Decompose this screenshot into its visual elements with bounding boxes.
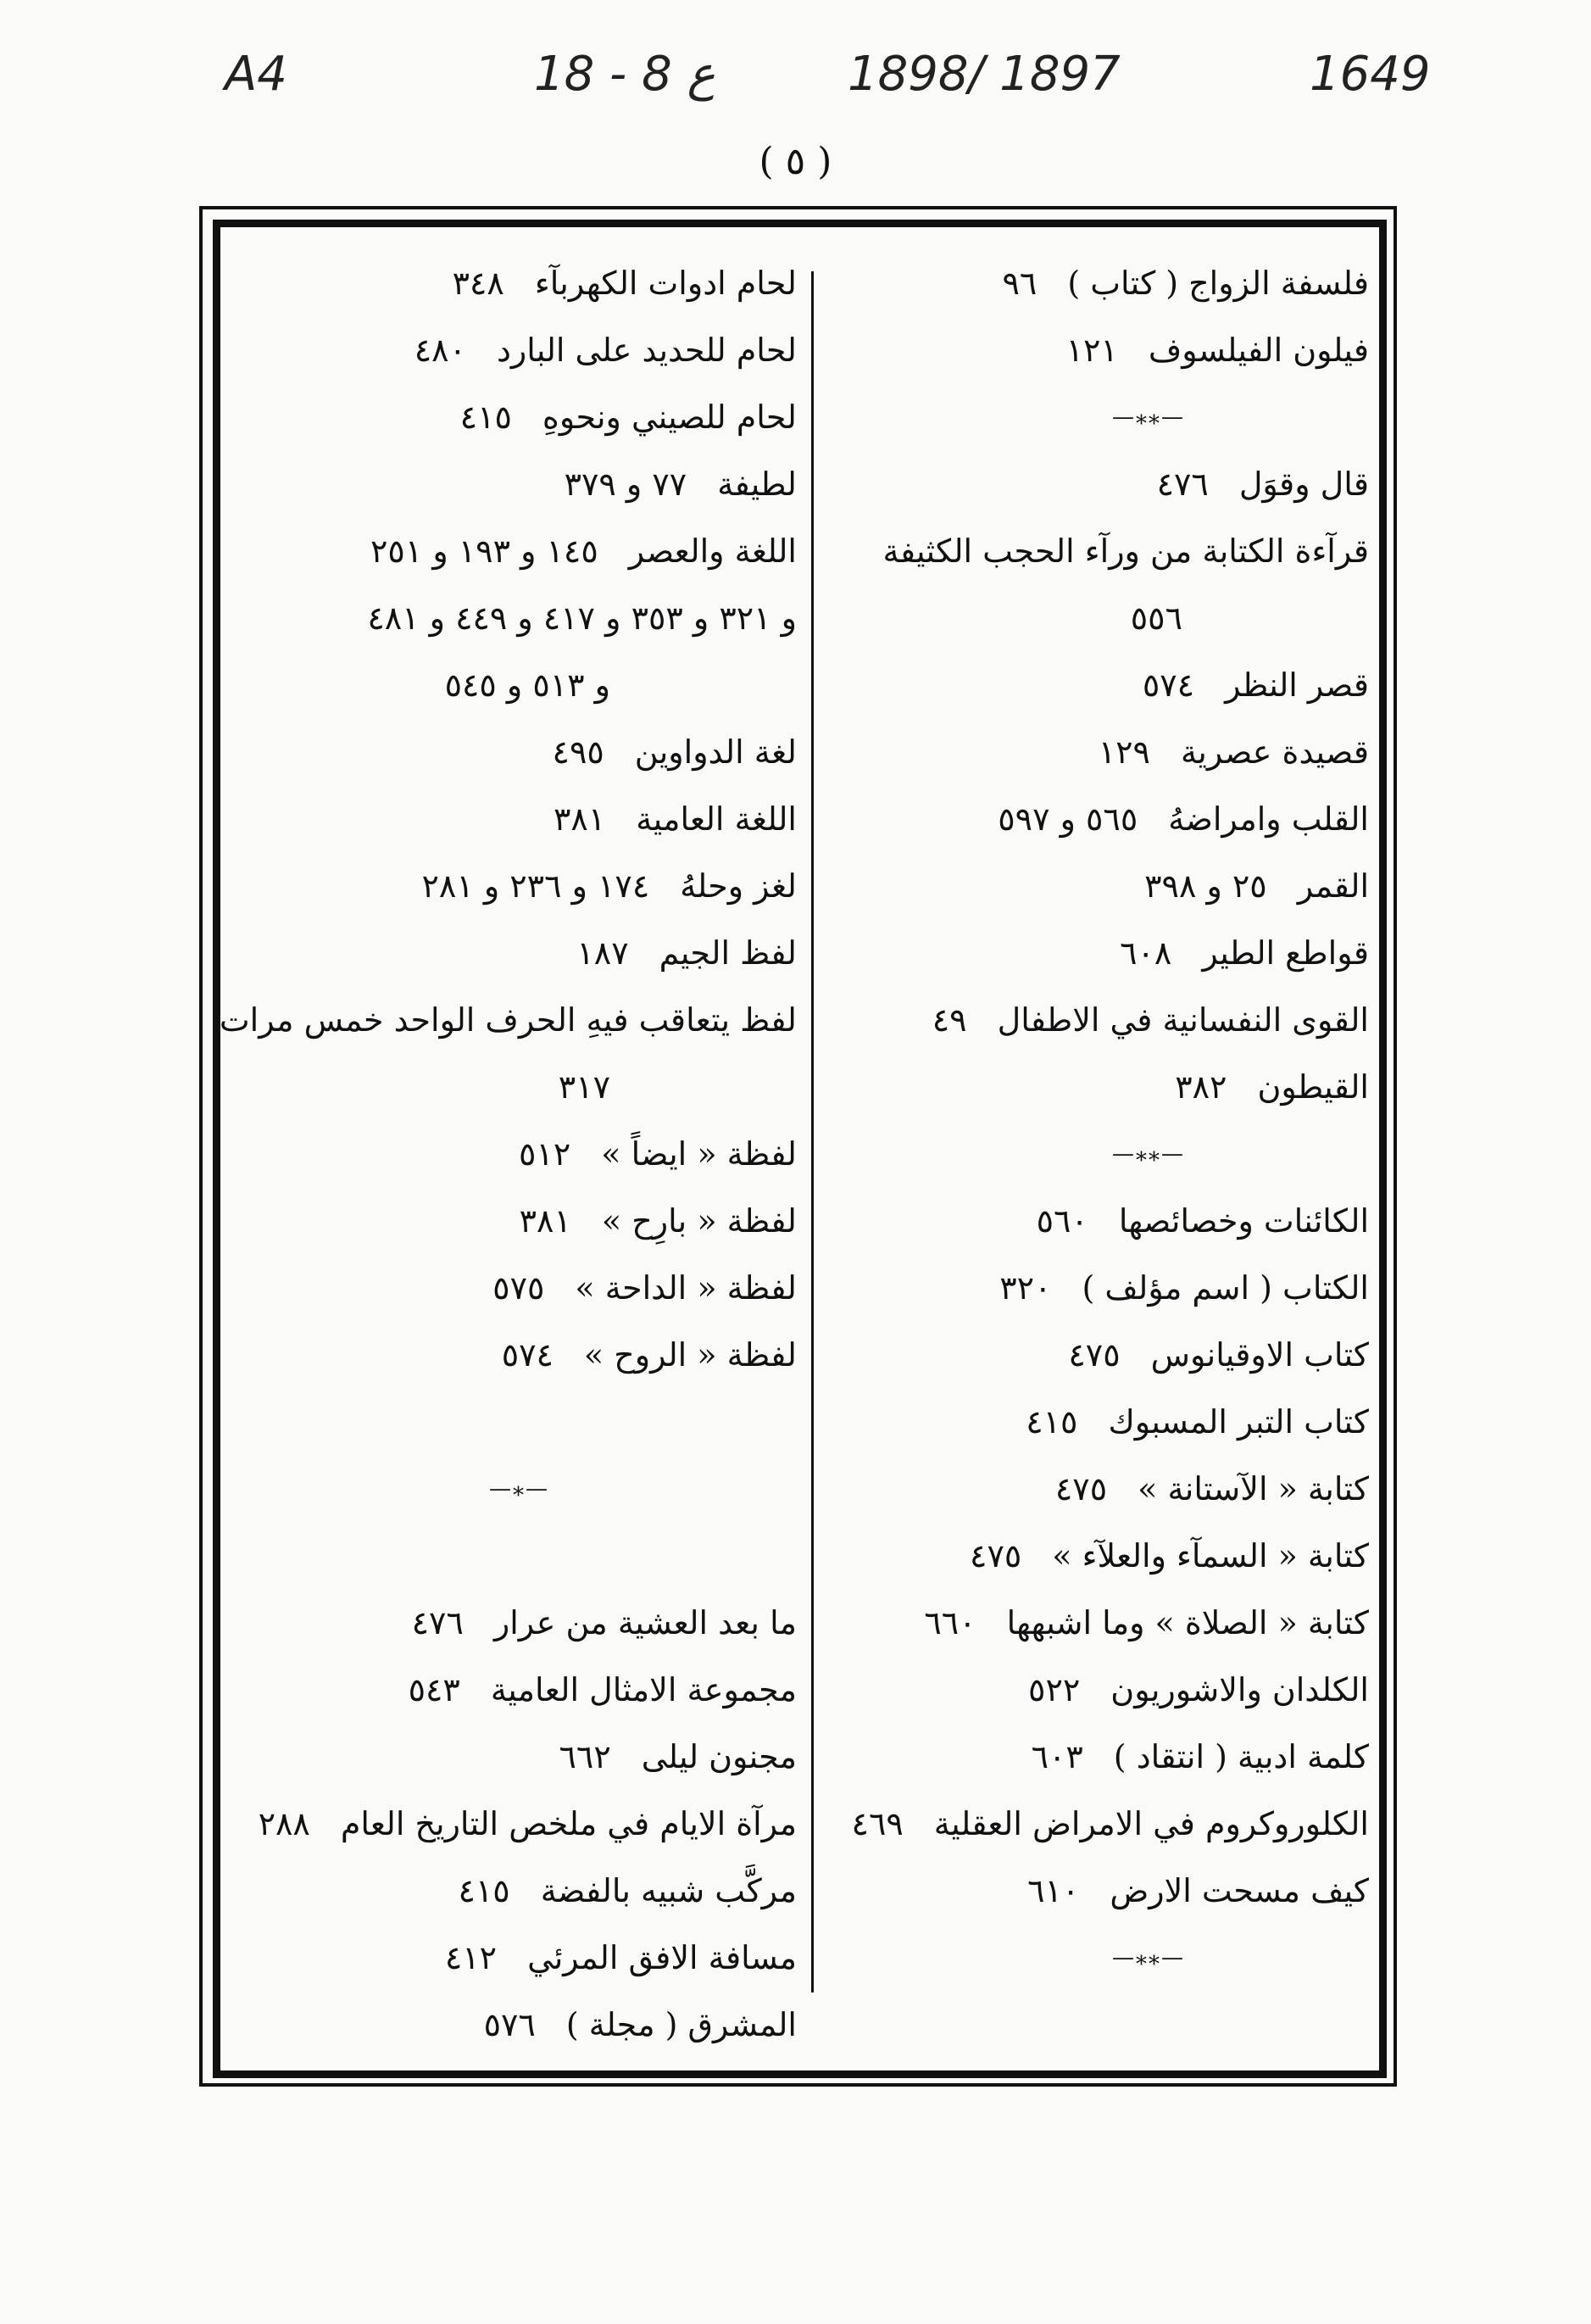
entry-title: الكتاب ( اسم مؤلف ) (1082, 1269, 1369, 1307)
entry-page-numbers: ١٤٥ و ١٩٣ و ٢٥١ (370, 532, 598, 570)
entry-title: لفظ يتعاقب فيهِ الحرف الواحد خمس مرات (219, 1001, 797, 1039)
section-separator: —⁎⁎— (1112, 1945, 1185, 1970)
entry-title: القمر (1297, 867, 1369, 905)
entry-title: مرآة الايام في ملخص التاريخ العام (340, 1805, 797, 1842)
entry-page-numbers: ١٧٤ و ٢٣٦ و ٢٨١ (421, 867, 650, 905)
section-separator: —⁎⁎— (1112, 404, 1185, 430)
entry-page-numbers: ٢٨٨ (258, 1805, 310, 1842)
index-entry (826, 250, 1369, 317)
entry-title: مجنون ليلى (641, 1738, 797, 1775)
entry-page-numbers: ٣٢٠ (999, 1269, 1052, 1307)
entry-page-numbers: ٣٨١ (554, 800, 606, 838)
spacer (242, 1523, 797, 1590)
index-entry-continuation: و ٣٢١ و ٣٥٣ و ٤١٧ و ٤٤٩ و ٤٨١ (367, 599, 797, 637)
entry-page-numbers: ٤٩ (932, 1001, 967, 1039)
entry-page-numbers: ٥٧٤ (501, 1336, 554, 1374)
entry-title: لفظة « الداحة » (575, 1269, 797, 1307)
spacer (242, 1389, 797, 1456)
entry-page-numbers: ٤١٥ (458, 1872, 510, 1909)
index-entry (242, 1925, 797, 1992)
entry-page-numbers: ٤٨٠ (414, 332, 466, 369)
index-entry (826, 1791, 1369, 1858)
index-entry (242, 317, 797, 384)
entry-title: القيطون (1257, 1068, 1369, 1106)
index-entry-continuation: و ٥١٣ و ٥٤٥ (444, 666, 610, 704)
entry-page-numbers: ٦٦٢ (559, 1738, 611, 1775)
section-separator: —⁎⁎— (1112, 1141, 1185, 1167)
index-entry (242, 1322, 797, 1389)
entry-title: مجموعة الامثال العامية (490, 1671, 797, 1708)
index-column-right (826, 250, 1369, 1992)
index-entry (242, 250, 797, 317)
entry-title: القوى النفسانية في الاطفال (997, 1001, 1369, 1039)
entry-page-numbers: ٤١٥ (459, 398, 512, 436)
index-entry (242, 1590, 797, 1657)
index-entry (242, 1657, 797, 1724)
index-entry (826, 518, 1369, 585)
entry-title: كتاب الاوقيانوس (1150, 1336, 1369, 1374)
entry-title: لفظة « بارِح » (601, 1202, 797, 1240)
index-entry (826, 1389, 1369, 1456)
section-separator: —⁎— (489, 1476, 549, 1502)
entry-page-numbers: ٣٤٨ (452, 265, 504, 302)
entry-title: قصر النظر (1225, 666, 1369, 704)
entry-title: كتابة « الصلاة » وما اشبهها (1006, 1604, 1369, 1641)
entry-page-numbers: ٤٧٥ (1068, 1336, 1121, 1374)
entry-page-numbers: ٤٧٥ (970, 1537, 1022, 1574)
index-entry (242, 853, 797, 920)
entry-title: قواطع الطير (1202, 934, 1369, 972)
index-entry (242, 451, 797, 518)
index-entry (826, 1523, 1369, 1590)
index-entry (242, 384, 797, 451)
entry-page-numbers: ٤١٥ (1026, 1403, 1078, 1441)
entry-title: كتابة « السمآء والعلآء » (1052, 1537, 1369, 1574)
entry-page-numbers: ٢٥ و ٣٩٨ (1144, 867, 1267, 905)
entry-title: كيف مسحت الارض (1110, 1872, 1369, 1909)
entry-page-numbers: ٧٧ و ٣٧٩ (564, 465, 687, 503)
entry-title: القلب وامراضهُ (1168, 800, 1369, 838)
entry-page-numbers: ٥٦٠ (1036, 1202, 1088, 1240)
column-divider (811, 271, 814, 1992)
entry-title: لطيفة (717, 465, 797, 503)
index-entry (826, 451, 1369, 518)
index-entry (826, 1322, 1369, 1389)
index-entry (242, 1121, 797, 1188)
index-entry (826, 1590, 1369, 1657)
entry-page-numbers: ٤٩٥ (552, 733, 604, 771)
entry-page-numbers: ١٢٩ (1098, 733, 1150, 771)
index-entry (242, 518, 797, 585)
entry-page-numbers: ٣٨١ (519, 1202, 571, 1240)
index-entry (826, 1255, 1369, 1322)
entry-title: المشرق ( مجلة ) (565, 2006, 797, 2043)
entry-title: مسافة الافق المرئي (527, 1939, 797, 1976)
index-entry (242, 1255, 797, 1322)
entry-title: لحام للصيني ونحوهِ (542, 398, 797, 436)
index-entry-continuation: ٣١٧ (558, 1068, 610, 1106)
entry-page-numbers: ٩٦ (1002, 265, 1037, 302)
index-entry (242, 1791, 797, 1858)
index-column-left (219, 250, 797, 2059)
entry-page-numbers: ٦١٠ (1027, 1872, 1080, 1909)
entry-page-numbers: ١٨٧ (576, 934, 629, 972)
entry-title: لفظة « الروح » (583, 1336, 797, 1374)
entry-title: قصيدة عصرية (1180, 733, 1369, 771)
entry-title: كتاب التبر المسبوك (1108, 1403, 1369, 1441)
index-entry (242, 1724, 797, 1791)
entry-title: لغة الدواوين (634, 733, 797, 771)
entry-page-numbers: ٦٠٣ (1031, 1738, 1083, 1775)
entry-page-numbers: ٥٢٢ (1028, 1671, 1081, 1708)
entry-page-numbers: ٥٧٥ (492, 1269, 545, 1307)
entry-title: ما بعد العشية من عرار (493, 1604, 797, 1641)
index-entry (242, 920, 797, 987)
entry-page-numbers: ٣٨٢ (1175, 1068, 1227, 1106)
entry-page-numbers: ٤٦٩ (851, 1805, 904, 1842)
index-entry (826, 786, 1369, 853)
entry-title: الكائنات وخصائصها (1118, 1202, 1369, 1240)
entry-title: لفظة « ايضاً » (601, 1135, 797, 1173)
index-entry (826, 987, 1369, 1054)
index-entry (826, 1858, 1369, 1925)
entry-page-numbers: ٥٧٤ (1142, 666, 1195, 704)
entry-page-numbers: ٤١٢ (444, 1939, 498, 1976)
index-entry (242, 1858, 797, 1925)
entry-title: الكلوروكروم في الامراض العقلية (933, 1805, 1369, 1842)
entry-page-numbers: ٥٧٦ (483, 2006, 536, 2043)
index-entry (242, 1992, 797, 2059)
handwritten-years: 1898/ 1897 (848, 47, 1121, 102)
entry-page-numbers: ٤٧٥ (1054, 1470, 1108, 1508)
index-entry (826, 1456, 1369, 1523)
handwritten-note-left: A4 (225, 47, 287, 102)
entry-page-numbers: ٥٤٣ (408, 1671, 460, 1708)
page-number: ( ٥ ) (759, 140, 832, 183)
index-entry (826, 853, 1369, 920)
handwritten-note-right: 1649 (1310, 47, 1431, 102)
entry-title: اللغة العامية (636, 800, 797, 838)
entry-title: فلسفة الزواج ( كتاب ) (1067, 265, 1369, 302)
entry-title: قرآءة الكتابة من ورآء الحجب الكثيفة (882, 532, 1369, 570)
entry-title: كتابة « الآستانة » (1138, 1470, 1369, 1508)
index-entry (242, 1188, 797, 1255)
index-entry (826, 719, 1369, 786)
entry-title: اللغة والعصر (628, 532, 797, 570)
entry-title: الكلدان والاشوريون (1110, 1671, 1369, 1708)
entry-page-numbers: ٥٦٥ و ٥٩٧ (998, 800, 1138, 838)
index-entry (826, 1724, 1369, 1791)
entry-title: لفظ الجيم (659, 934, 797, 972)
index-entry (242, 786, 797, 853)
entry-page-numbers: ٥١٢ (519, 1135, 571, 1173)
entry-page-numbers: ٦٦٠ (924, 1604, 976, 1641)
index-entry (826, 1054, 1369, 1121)
entry-title: قال وقوَل (1238, 465, 1369, 503)
entry-page-numbers: ١٢١ (1065, 332, 1118, 369)
index-entry (826, 317, 1369, 384)
entry-title: لحام ادوات الكهربآء (534, 265, 797, 302)
entry-title: مركَّب شبيه بالفضة (540, 1872, 797, 1909)
index-entry (219, 987, 797, 1054)
entry-page-numbers: ٤٧٦ (1156, 465, 1209, 503)
entry-page-numbers: ٦٠٨ (1120, 934, 1172, 972)
handwritten-note-mid: 18 - 8 ع (534, 47, 715, 102)
entry-page-numbers: ٤٧٦ (411, 1604, 464, 1641)
entry-title: كلمة ادبية ( انتقاد ) (1113, 1738, 1369, 1775)
entry-title: لحام للحديد على البارد (497, 332, 797, 369)
index-entry (826, 1188, 1369, 1255)
index-entry (826, 1657, 1369, 1724)
index-entry (242, 719, 797, 786)
index-entry (826, 920, 1369, 987)
index-entry (826, 652, 1369, 719)
index-entry-continuation: ٥٥٦ (1130, 599, 1182, 637)
entry-title: لغز وحلهُ (680, 867, 797, 905)
entry-title: فيلون الفيلسوف (1148, 332, 1369, 369)
